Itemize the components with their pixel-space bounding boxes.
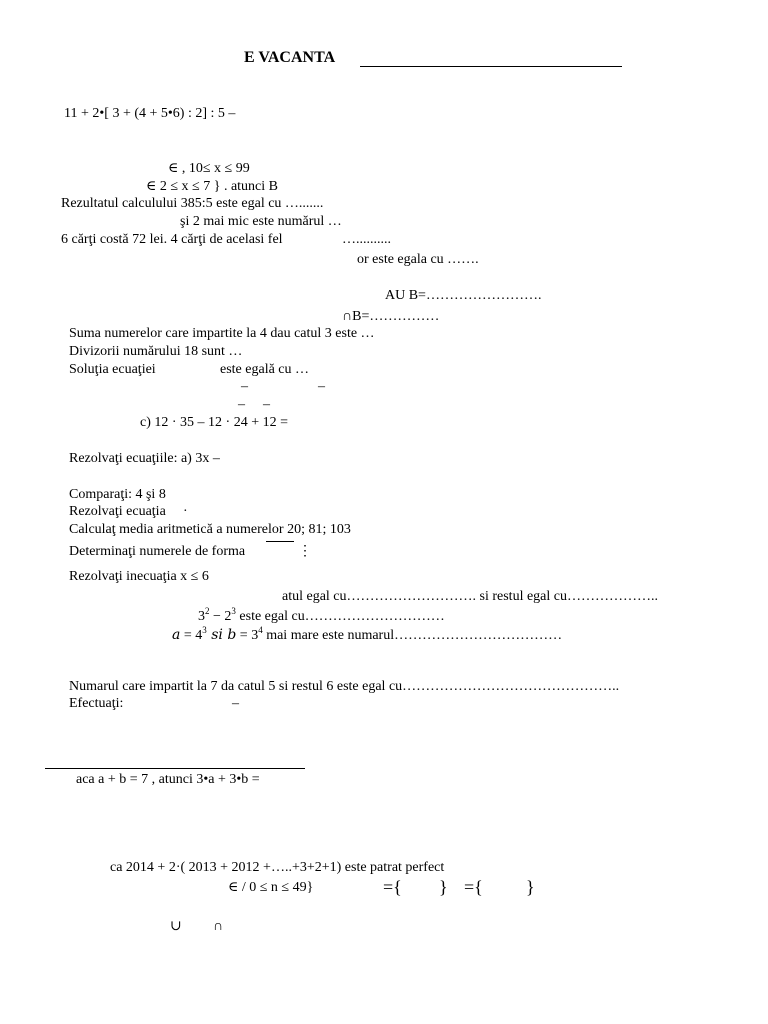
- exercise-line: ={: [383, 877, 402, 897]
- exercise-line: –: [263, 397, 270, 412]
- exercise-line: Rezolvaţi inecuaţia x ≤ 6: [69, 569, 209, 584]
- math-exponent: 3: [231, 606, 236, 616]
- math-term: 2: [224, 609, 232, 624]
- exercise-line: [172, 626, 562, 643]
- section-divider: [45, 768, 305, 769]
- union-symbol: ∪: [170, 919, 182, 934]
- exercise-line: Efectuaţi:: [69, 696, 124, 711]
- exercise-line: Rezolvaţi ecuaţia: [69, 504, 166, 519]
- page-title: E VACANTA: [244, 49, 336, 66]
- exercise-line: este egală cu …: [220, 362, 310, 377]
- math-exponent: 4: [258, 625, 263, 635]
- exercise-line: }: [439, 877, 448, 897]
- exercise-line: ca 2014 + 2·( 2013 + 2012 +…..+3+2+1) este patrat perfect: [110, 860, 445, 875]
- exercise-line: Rezultatul calculului 385:5 este egal cu ….......: [61, 196, 324, 211]
- math-var: a: [172, 627, 181, 643]
- exercise-line: …..........: [342, 232, 391, 247]
- exercise-line: ⋮: [298, 544, 312, 559]
- exercise-line: Comparaţi: 4 şi 8: [69, 487, 166, 502]
- exercise-line: or este egala cu …….: [357, 252, 479, 267]
- overline: [266, 541, 294, 542]
- exercise-line: c) 12 · 35 – 12 · 24 + 12 =: [140, 415, 288, 430]
- exercise-line: AU B=…………………….: [385, 288, 542, 303]
- exercise-line: 6 cărţi costă 72 lei. 4 cărţi de acelasi fel: [61, 232, 283, 247]
- math-term: = 3: [236, 628, 259, 643]
- exercise-line: ·: [183, 504, 188, 519]
- exercise-line: 11 + 2•[ 3 + (4 + 5•6) : 2] : 5 –: [64, 106, 236, 121]
- exercise-line: Rezolvaţi ecuaţiile: a) 3x –: [69, 451, 220, 466]
- exercise-line: ∈ , 10≤ x ≤ 99: [168, 161, 250, 176]
- math-var: b: [227, 627, 237, 643]
- math-exponent: 3: [202, 625, 207, 635]
- exercise-line: Soluţia ecuaţiei: [69, 362, 156, 377]
- math-term: −: [209, 609, 225, 624]
- exercise-line: Divizorii numărului 18 sunt …: [69, 344, 243, 359]
- exercise-line: –: [318, 379, 325, 394]
- exercise-line: şi 2 mai mic este numărul …: [180, 214, 342, 229]
- exercise-line: aca a + b = 7 , atunci 3•a + 3•b =: [76, 772, 260, 787]
- exercise-line: ={: [464, 877, 483, 897]
- exercise-line: Determinaţi numerele de forma: [69, 544, 246, 559]
- math-term: este egal cu…………………………: [235, 609, 445, 624]
- exercise-line: atul egal cu………………………. si restul egal cu………………..: [282, 589, 658, 604]
- exercise-line: Suma numerelor care impartite la 4 dau catul 3 este …: [69, 326, 375, 341]
- exercise-line: –: [232, 696, 239, 711]
- intersection-symbol: ∩: [213, 919, 224, 934]
- math-term: 3: [198, 609, 205, 624]
- math-term: = 4: [180, 628, 203, 643]
- exercise-line: –: [241, 379, 248, 394]
- exercise-line: Calculaţ media aritmetică a numerelor 20; 81; 103: [69, 522, 351, 537]
- math-term: si: [206, 627, 228, 643]
- exercise-line: –: [238, 397, 245, 412]
- math-exponent: 2: [205, 606, 210, 616]
- exercise-line: ∈ 2 ≤ x ≤ 7 } . atunci B: [146, 179, 278, 194]
- math-term: mai mare este numarul………………………………: [262, 628, 563, 643]
- exercise-line: ∈ / 0 ≤ n ≤ 49}: [228, 880, 314, 895]
- exercise-line: }: [526, 877, 535, 897]
- title-underline: [360, 66, 622, 67]
- exercise-line: [198, 607, 445, 624]
- exercise-line: ∩B=……………: [342, 309, 440, 324]
- exercise-line: Numarul care impartit la 7 da catul 5 si restul 6 este egal cu………………………………………..: [69, 679, 620, 694]
